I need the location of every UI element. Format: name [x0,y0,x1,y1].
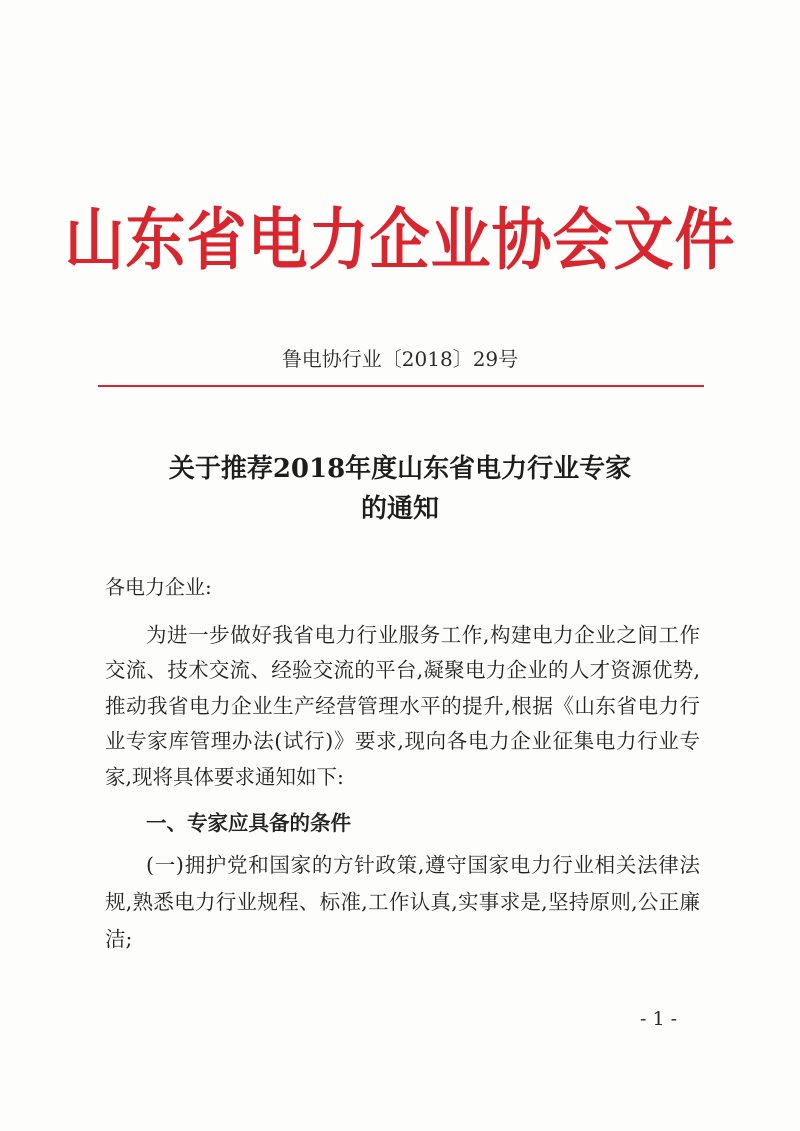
issuing-organization-title: 山东省电力企业协会文件 [64,201,736,280]
notice-title-line-2: 的通知 [360,494,439,524]
notice-title [0,449,800,529]
section-heading-1: 一、专家应具备的条件 [146,811,351,835]
document-number: 鲁电协行业〔2018〕29号 [281,347,519,371]
clause-1: (一)拥护党和国家的方针政策,遵守国家电力行业相关法律法规,熟悉电力行业规程、标准,工作认真,实事求是,坚持原则,公正廉洁; [105,853,700,951]
salutation: 各电力企业: [105,575,212,599]
notice-title-line-1: 关于推荐2018年度山东省电力行业专家 [168,454,632,484]
intro-paragraph: 为进一步做好我省电力行业服务工作,构建电力企业之间工作交流、技术交流、经验交流的平台,凝聚电力企业的人才资源优势,推动我省电力企业生产经营管理水平的提升,根据《山东省电力行业专家库管理办法(试行)》要求,现向各电力企业征集电力行业专家,现将具体要求通知如下: [105,623,700,789]
red-separator-line [98,385,704,387]
page-number: - 1 - [640,1008,678,1030]
